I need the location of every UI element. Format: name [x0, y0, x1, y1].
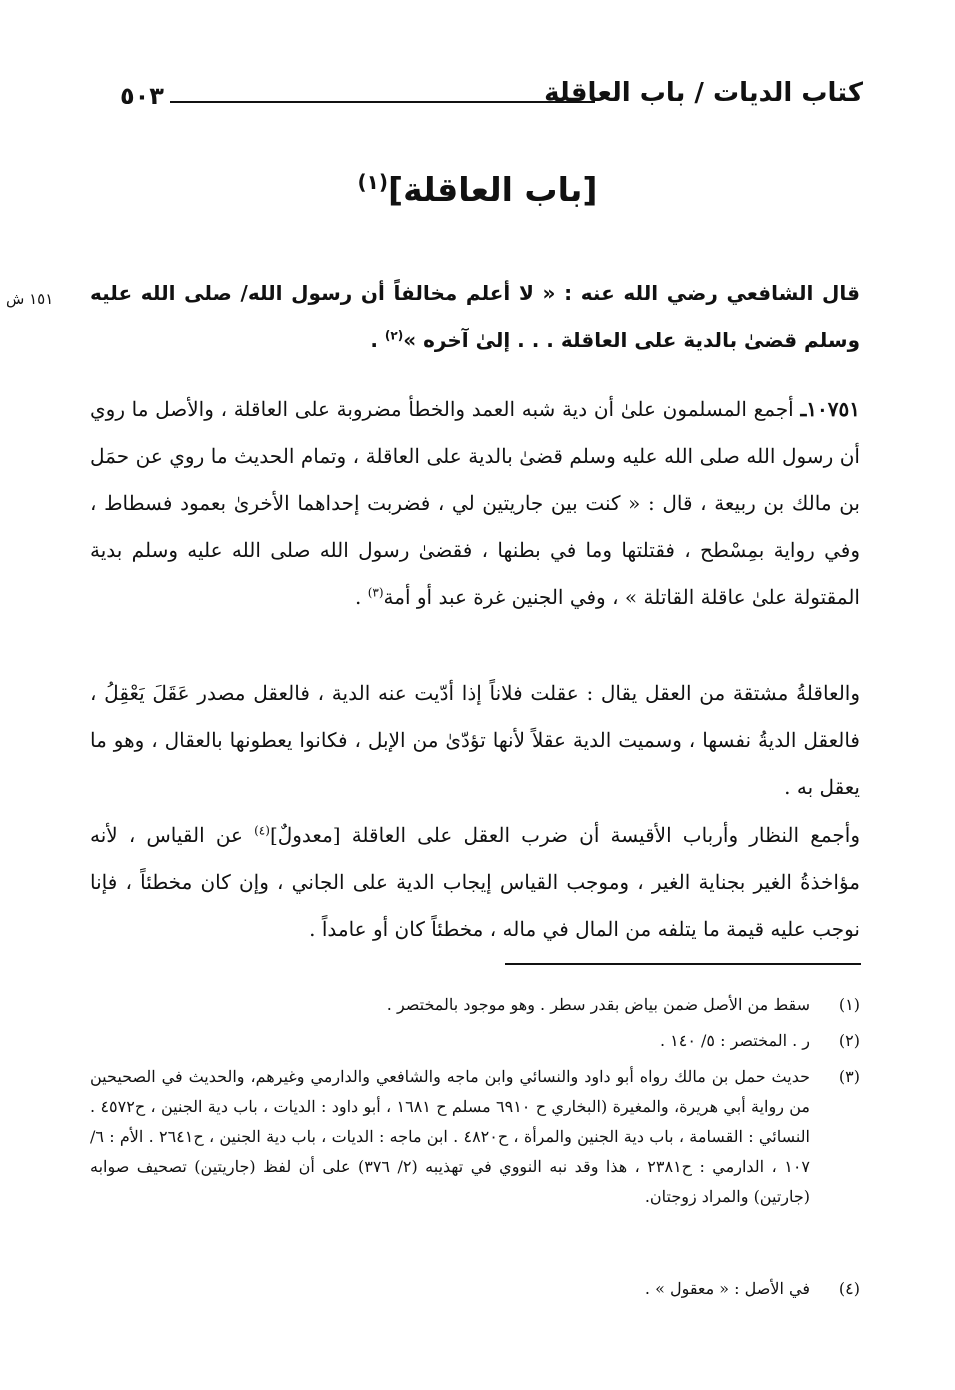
footnote-text: سقط من الأصل ضمن بياض بقدر سطر . وهو موجود بالمختصر . [386, 995, 810, 1014]
footnote-separator [505, 963, 861, 965]
header-rule [170, 101, 595, 103]
paragraph-number: ١٠٧٥١ـ [800, 397, 861, 421]
paragraph-2 [90, 670, 860, 811]
chapter-title [0, 170, 955, 209]
chapter-title-text: [باب العاقلة] [388, 170, 598, 209]
paragraph-3 [90, 812, 860, 953]
paragraph-1-footnote-ref: (٣) [367, 585, 384, 600]
quoted-text [90, 270, 860, 364]
footnote-1 [90, 990, 860, 1020]
paragraph-3-start: وأجمع النظار وأرباب الأقيسة أن ضرب العقل على العاقلة [معدولٌ] [269, 823, 860, 847]
paragraph-1-text: أجمع المسلمون علىٰ أن دية شبه العمد والخطأ مضروبة على العاقلة ، والأصل ما روي أن رسول الله صلى الله عليه وسلم قضىٰ بالدية على العاقلة ، وتمام الحديث ما روي عن حمَل بن مالك بن ربيعة ، قال : « كنت بين جاريتين لي ، فضربت إحداهما الأخرىٰ بعمود فسطاط ، وفي رواية بمِسْطح ، فقتلتها وما في بطنها ، فقضىٰ رسول الله صلى الله عليه وسلم بدية المقتولة علىٰ عاقلة القاتلة » ، وفي الجنين غرة عبد أو أمة [90, 397, 860, 609]
paragraph-1-end: . [354, 585, 368, 609]
paragraph-1 [90, 386, 860, 621]
chapter-title-footnote-ref: (١) [357, 170, 389, 194]
footnote-2 [90, 1026, 860, 1056]
footnote-text: حديث حمل بن مالك رواه أبو داود والنسائي وابن ماجه والشافعي والدارمي وغيرهم، والحديث في الصحيحين من رواية أبي هريرة، والمغيرة (البخاري ح ٦٩١٠ مسلم ح ١٦٨١ ، أبو داود : الديات ، باب دية الجنين ، ح٤٥٧٢ . النسائي : القسامة ، باب دية الجنين والمرأة ، ح٤٨٢٠ . ابن ماجه : الديات ، باب دية الجنين ، ح٢٦٤١ . الأم : ٦/ ١٠٧ ، الدارمي : ح٢٣٨١ ، هذا وقد نبه النووي في تهذيبه (٢/ ٣٧٦) على أن لفظ (جاريتين) تصحيف صوابه (جارتين) والمراد زوجتان. [90, 1067, 811, 1206]
footnote-number: (٢) [838, 1031, 860, 1050]
running-header-title: كتاب الديات / باب العاقلة [544, 78, 863, 108]
paragraph-2-text: والعاقلةُ مشتقة من العقل يقال : عقلت فلاناً إذا أدّيت عنه الدية ، فالعقل مصدر عَقَلَ يَعْقِلُ ، فالعقل الديةُ نفسها ، وسميت الدية عقلاً لأنها تؤدّىٰ من الإبل ، فكانوا يعطونها بالعقال ، وهو ما يعقل به . [90, 681, 860, 799]
footnote-text: في الأصل : « معقول » . [644, 1279, 810, 1298]
page-number: ٥٠٣ [120, 82, 164, 110]
paragraph-3-footnote-ref: (٤) [254, 823, 270, 838]
quote-end: . [370, 328, 385, 352]
quote-text: قال الشافعي رضي الله عنه : « لا أعلم مخالفاً أن رسول الله/ صلى الله عليه وسلم قضىٰ بالدية على العاقلة . . . إلىٰ آخره » [90, 281, 860, 352]
footnote-number: (٣) [838, 1067, 860, 1086]
margin-note: ١٥١ ش [6, 290, 54, 308]
paragraph-3-rest: عن القياس ، لأنه مؤاخذةُ الغير بجناية الغير ، وموجب القياس إيجاب الدية على الجاني ، وإن كان مخطئاً ، فإنا نوجب عليه قيمة ما يتلفه من المال في ماله ، مخطئاً كان أو عامداً . [90, 823, 860, 941]
footnote-3 [90, 1062, 860, 1212]
quote-footnote-ref: (٢) [384, 328, 404, 343]
footnote-text: ر . المختصر : ٥/ ١٤٠ . [659, 1031, 810, 1050]
footnote-4 [90, 1274, 860, 1304]
footnote-number: (١) [838, 995, 860, 1014]
footnote-number: (٤) [838, 1279, 860, 1298]
